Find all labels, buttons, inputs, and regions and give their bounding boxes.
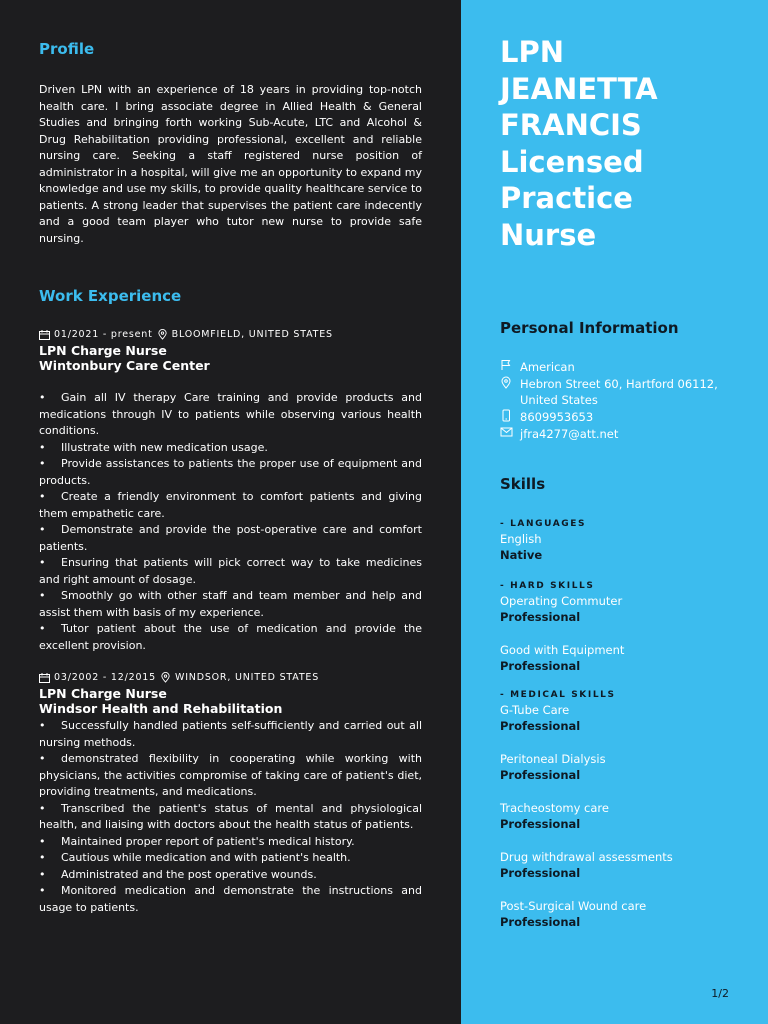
skill-category-hard: - HARD SKILLS — [500, 580, 595, 591]
address: Hebron Street 60, Hartford 06112, United States — [520, 376, 718, 407]
job-meta — [39, 672, 422, 683]
skill-name: Drug withdrawal assessments — [500, 849, 673, 864]
name-line: LPN — [500, 35, 565, 69]
skill-level: Professional — [500, 658, 581, 673]
bullet-item: • Smoothly go with other staff and team member and help and assist them with basis of my experience. — [39, 589, 422, 619]
name-line: Licensed — [500, 144, 644, 179]
skill-level: Professional — [500, 816, 581, 831]
bullet-item: • Illustrate with new medication usage. — [39, 440, 268, 454]
bullet-item: • Cautious while medication and with patient's health. — [39, 851, 351, 864]
nationality-row — [500, 359, 738, 376]
skill-item — [500, 642, 738, 674]
skill-name: Peritoneal Dialysis — [500, 751, 606, 766]
phone-row — [500, 409, 738, 427]
job-dates: 01/2021 - present — [54, 329, 153, 340]
email-row — [500, 426, 738, 443]
skill-name: Post-Surgical Wound care — [500, 898, 647, 913]
personal-info-heading: Personal Information — [500, 319, 679, 337]
skill-level: Professional — [500, 914, 581, 929]
location-pin-icon — [500, 376, 520, 409]
skill-item — [500, 702, 738, 734]
phone[interactable]: 8609953653 — [520, 409, 594, 424]
job-meta — [39, 329, 422, 340]
name-line: JEANETTA — [500, 71, 658, 106]
personal-info-list — [500, 359, 738, 443]
job-dates: 03/2002 - 12/2015 — [54, 672, 156, 683]
profile-summary: Driven LPN with an experience of 18 years in providing top-notch health care. I bring associate degree in Allied Health & General Studies and bringing forth working Sub-Acute, LTC and Alcohol & Drug Rehabilitation providing professional, excellent and reliable nursing care. Seeking a staff registered nurse position of administrator in a hospital, will give me an opportunity to expand my knowledge and use my skills, to provide quality healthcare service to patients. A strong leader that supervises the patient care indecently and a good team player who tutor new nurse to provide safe nursing. — [39, 83, 422, 245]
skills-heading: Skills — [500, 474, 546, 493]
page-number: 1/2 — [711, 987, 729, 1000]
skill-item — [500, 898, 738, 930]
profile-heading: Profile — [39, 40, 95, 58]
job-entry — [39, 329, 422, 654]
email[interactable]: jfra4277@att.net — [520, 427, 619, 441]
skill-name: Good with Equipment — [500, 642, 625, 657]
skill-name: English — [500, 531, 542, 546]
job-title: LPN Charge Nurse — [39, 686, 167, 701]
skill-name: Operating Commuter — [500, 593, 623, 608]
job-location: WINDSOR, UNITED STATES — [175, 672, 320, 683]
skill-level: Native — [500, 547, 543, 562]
name-line: Practice — [500, 181, 633, 215]
skill-item — [500, 593, 738, 625]
bullet-item: • Tutor patient about the use of medication and provide the excellent provision. — [39, 622, 422, 652]
job-location: BLOOMFIELD, UNITED STATES — [171, 329, 333, 340]
skill-item — [500, 800, 738, 832]
skill-item — [500, 751, 738, 783]
skill-category-medical: - MEDICAL SKILLS — [500, 689, 616, 700]
bullet-item: • Transcribed the patient's status of mental and physiological health, and liaising with doctors about the health status of patients. — [39, 801, 422, 831]
bullet-item: • Successfully handled patients self-sufficiently and carried out all nursing methods. — [39, 719, 422, 749]
phone-icon — [500, 409, 520, 427]
right-column — [461, 0, 768, 1024]
work-experience-heading: Work Experience — [39, 287, 182, 305]
skill-level: Professional — [500, 718, 581, 733]
mail-icon — [500, 426, 520, 443]
job-title: LPN Charge Nurse — [39, 343, 167, 358]
flag-icon — [500, 359, 520, 376]
bullet-item: • Demonstrate and provide the post-operative care and comfort patients. — [39, 523, 422, 553]
name-line: Nurse — [500, 217, 597, 252]
calendar-icon — [39, 673, 50, 683]
job-company: Wintonbury Care Center — [39, 358, 210, 373]
name-line: FRANCIS — [500, 108, 642, 142]
name-heading — [500, 34, 738, 253]
job-bullets — [39, 718, 422, 916]
job-entry — [39, 672, 422, 916]
address-row — [500, 376, 738, 409]
bullet-item: • demonstrated flexibility in cooperating while working with physicians, the activities compromise of taking care of patient's diet, providing treatments, and medications. — [39, 752, 422, 798]
skill-level: Professional — [500, 865, 581, 880]
skill-category-languages: - LANGUAGES — [500, 518, 587, 529]
bullet-item: • Create a friendly environment to comfort patients and giving them empathetic care. — [39, 490, 422, 520]
location-pin-icon — [157, 329, 168, 340]
skill-name: G-Tube Care — [500, 702, 570, 717]
bullet-item: • Gain all IV therapy Care training and provide products and medications through IV to patients while observing various health conditions. — [39, 391, 422, 437]
location-pin-icon — [160, 672, 171, 683]
skill-item — [500, 531, 738, 563]
skill-level: Professional — [500, 609, 581, 624]
bullet-item: • Monitored medication and demonstrate the instructions and usage to patients. — [39, 884, 422, 914]
skill-name: Tracheostomy care — [500, 800, 609, 815]
bullet-item: • Ensuring that patients will pick correct way to take medicines and right amount of dosage. — [39, 556, 422, 586]
nationality: American — [520, 360, 575, 374]
bullet-item: • Maintained proper report of patient's medical history. — [39, 834, 355, 848]
skill-item — [500, 849, 738, 881]
job-bullets — [39, 390, 422, 654]
bullet-item: • Administrated and the post operative wounds. — [39, 867, 317, 881]
bullet-item: • Provide assistances to patients the proper use of equipment and products. — [39, 457, 422, 487]
calendar-icon — [39, 330, 50, 340]
skill-level: Professional — [500, 767, 581, 782]
job-company: Windsor Health and Rehabilitation — [39, 701, 283, 716]
